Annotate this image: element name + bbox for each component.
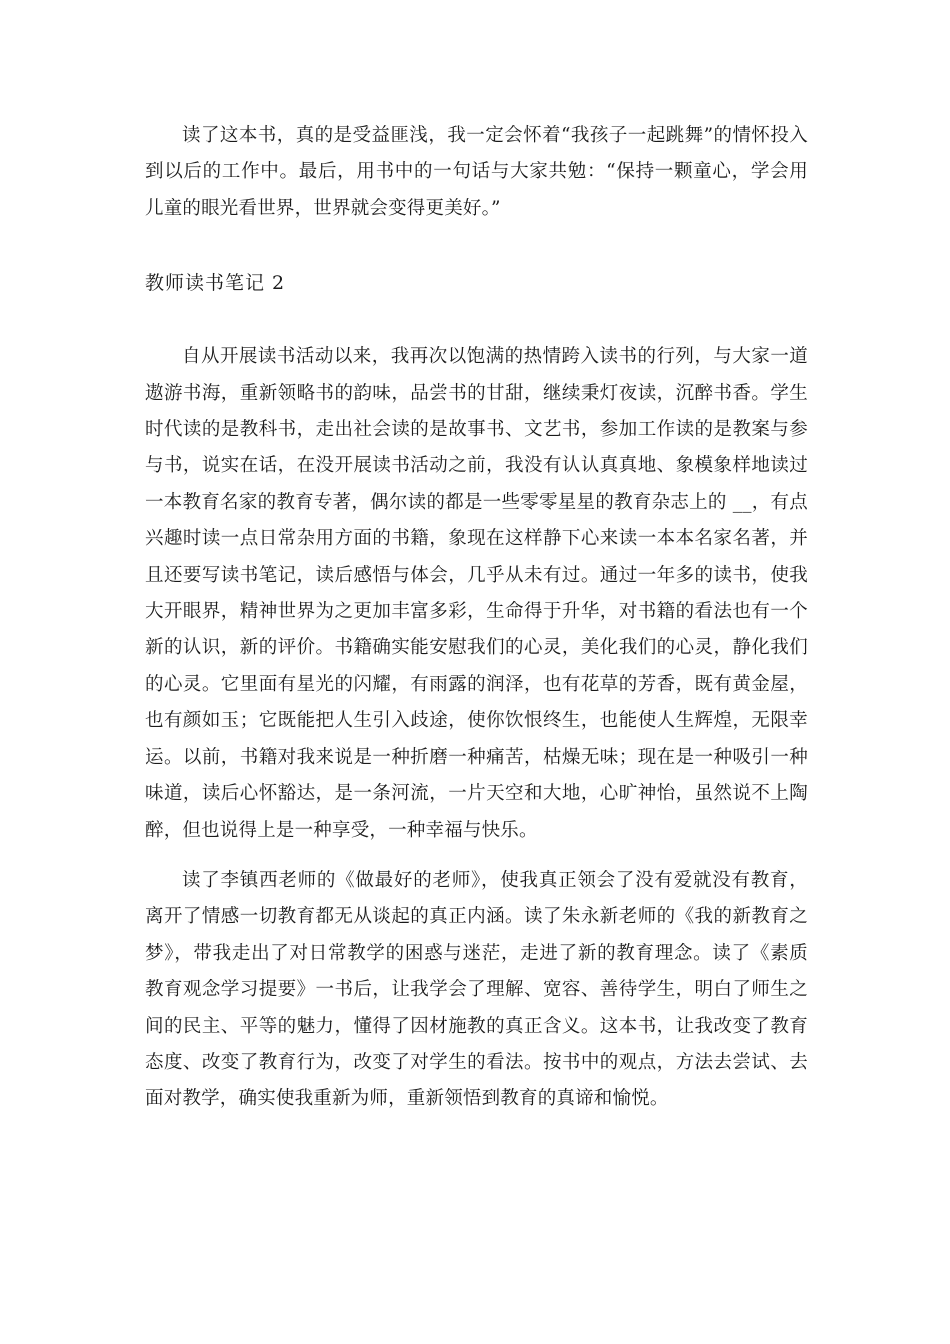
section-heading: 教师读书笔记 2 — [145, 272, 286, 295]
paragraph-1: 自从开展读书活动以来，我再次以饱满的热情跨入读书的行列，与大家一道遨游书海，重新领略书的韵味，品尝书的甘甜，继续秉灯夜读，沉醉书香。学生时代读的是教科书，走出社会读的是故事书、文艺书，参加工作读的是教案与参与书，说实在话，在没开展读书活动之前，我没有认认真真地、象模象样地读过一本教育名家的教育专著，偶尔读的都是一些零零星星的教育杂志上的 __，有点兴趣时读一点日常杂用方面的书籍，象现在这样静下心来读一本本名家名著，并且还要写读书笔记，读后感悟与体会，几乎从未有过。通过一年多的读书，使我大开眼界，精神世界为之更加丰富多彩，生命得于升华，对书籍的看法也有一个新的认识，新的评价。书籍确实能安慰我们的心灵，美化我们的心灵，静化我们的心灵。它里面有星光的闪耀，有雨露的润泽，也有花草的芳香，既有黄金屋，也有颜如玉；它既能把人生引入歧途，使你饮恨终生，也能使人生辉煌，无限幸运。以前，书籍对我来说是一种折磨一种痛苦，枯燥无味；现在是一种吸引一种味道，读后心怀豁达，是一条河流，一片天空和大地，心旷神怡，虽然说不上陶醉，但也说得上是一种享受，一种幸福与快乐。 — [145, 346, 808, 841]
paragraph-2: 读了李镇西老师的《做最好的老师》，使我真正领会了没有爱就没有教育，离开了情感一切教育都无从谈起的真正内涵。读了朱永新老师的《我的新教育之梦》，带我走出了对日常教学的困惑与迷茫，走进了新的教育理念。读了《素质教育观念学习提要》一书后，让我学会了理解、宽容、善待学生，明白了师生之间的民主、平等的魅力，懂得了因材施教的真正含义。这本书，让我改变了教育态度、改变了教育行为，改变了对学生的看法。按书中的观点，方法去尝试、去面对教学，确实使我重新为师，重新领悟到教育的真谛和愉悦。 — [145, 869, 808, 1110]
document-page — [145, 118, 808, 1118]
paragraph-intro: 读了这本书，真的是受益匪浅，我一定会怀着“我孩子一起跳舞”的情怀投入到以后的工作中。最后，用书中的一句话与大家共勉：“保持一颗童心，学会用儿童的眼光看世界，世界就会变得更美好。” — [145, 125, 808, 219]
